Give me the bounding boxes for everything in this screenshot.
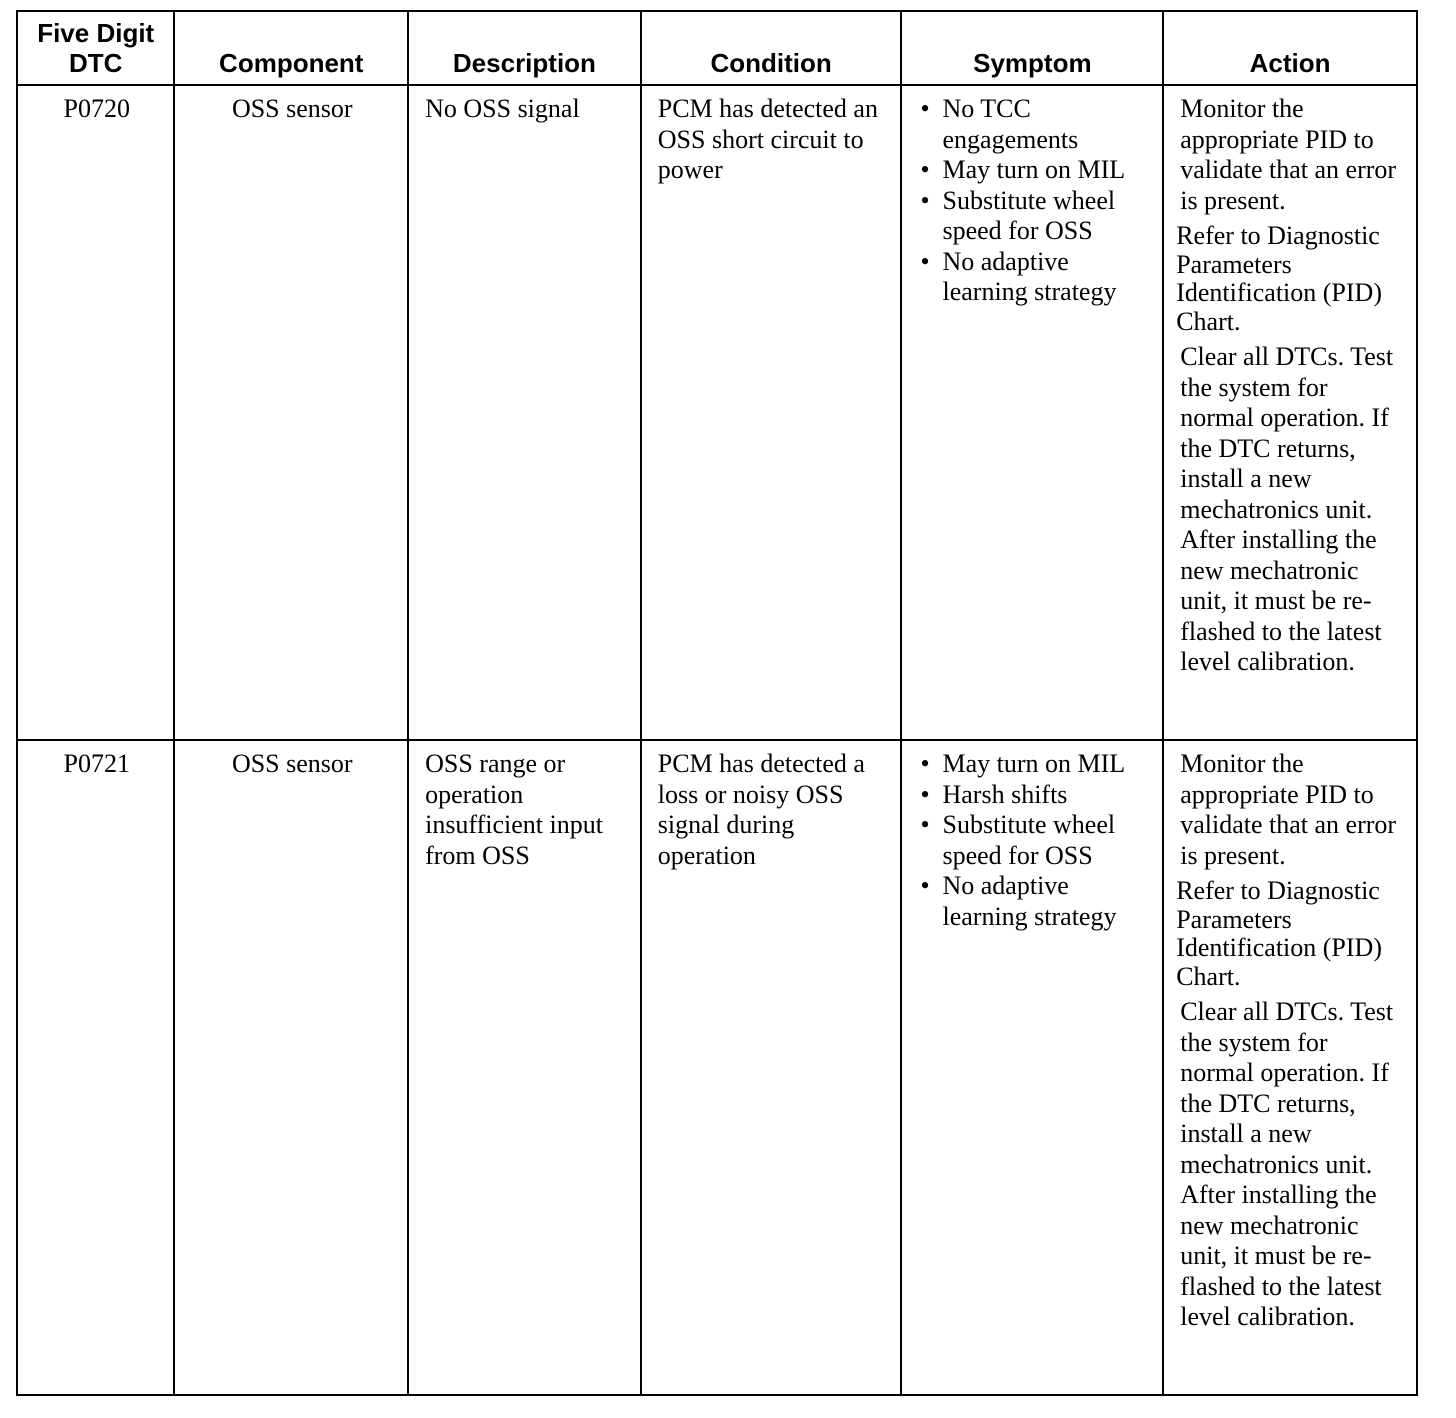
- symptom-cell: [901, 740, 1163, 1395]
- dtc-code: P0720: [17, 85, 174, 740]
- symptom-text: No adaptive learning strategy: [942, 871, 1117, 931]
- header-description: Description: [408, 11, 641, 85]
- header-row: [17, 11, 1417, 85]
- dtc-code: P0721: [17, 740, 174, 1395]
- symptom-text: No adaptive learning strategy: [942, 246, 1117, 306]
- condition-cell: PCM has detected an OSS short circuit to power: [641, 85, 902, 740]
- condition-cell: PCM has detected a loss or noisy OSS signal during operation: [641, 740, 902, 1395]
- symptom-item: [918, 155, 1148, 186]
- table-row: [17, 740, 1417, 1395]
- symptom-item: [918, 749, 1148, 780]
- symptom-text: May turn on MIL: [942, 155, 1126, 184]
- component-cell: OSS sensor: [174, 85, 408, 740]
- dtc-table: [16, 10, 1418, 1396]
- bullet-icon: •: [920, 779, 930, 809]
- header-symptom: Symptom: [901, 11, 1163, 85]
- bullet-icon: •: [920, 871, 930, 900]
- symptom-item: [918, 780, 1148, 811]
- symptom-item: [918, 186, 1148, 247]
- symptom-text: Substitute wheel speed for OSS: [942, 810, 1116, 870]
- action-cell: [1163, 740, 1417, 1395]
- symptom-text: No TCC engagements: [942, 94, 1079, 154]
- component-cell: OSS sensor: [174, 740, 408, 1395]
- header-condition: Condition: [641, 11, 902, 85]
- bullet-icon: •: [920, 185, 930, 215]
- symptom-text: May turn on MIL: [942, 749, 1126, 778]
- table-row: [17, 85, 1417, 740]
- description-cell: No OSS signal: [408, 85, 641, 740]
- action-reference: Refer to Diagnostic Parameters Identification (PID) Chart.: [1176, 221, 1382, 336]
- action-clear: Clear all DTCs. Test the system for normal operation. If the DTC returns, install a new mechatronics unit. After installing the new mechatronic unit, it must be re-flashed to the latest level calibration.: [1180, 342, 1394, 676]
- description-cell: OSS range or operation insufficient input from OSS: [408, 740, 641, 1395]
- symptom-cell: [901, 85, 1163, 740]
- action-cell: [1163, 85, 1417, 740]
- bullet-icon: •: [920, 246, 930, 276]
- action-monitor: Monitor the appropriate PID to validate that an error is present.: [1180, 94, 1397, 215]
- action-monitor: Monitor the appropriate PID to validate that an error is present.: [1180, 749, 1397, 870]
- symptom-text: Harsh shifts: [942, 779, 1068, 809]
- bullet-icon: •: [920, 94, 930, 123]
- bullet-icon: •: [920, 155, 930, 184]
- bullet-icon: •: [920, 810, 930, 839]
- symptom-list: [918, 94, 1148, 308]
- symptom-item: [918, 810, 1148, 871]
- action-reference: Refer to Diagnostic Parameters Identification (PID) Chart.: [1176, 876, 1382, 991]
- symptom-text: Substitute wheel speed for OSS: [942, 185, 1116, 245]
- action-clear: Clear all DTCs. Test the system for normal operation. If the DTC returns, install a new mechatronics unit. After installing the new mechatronic unit, it must be re-flashed to the latest level calibration.: [1180, 997, 1394, 1331]
- symptom-list: [918, 749, 1148, 932]
- symptom-item: [918, 94, 1148, 155]
- symptom-item: [918, 871, 1148, 932]
- header-component: Component: [174, 11, 408, 85]
- symptom-item: [918, 247, 1148, 308]
- header-dtc: Five Digit DTC: [17, 11, 174, 85]
- bullet-icon: •: [920, 749, 930, 778]
- header-action: Action: [1163, 11, 1417, 85]
